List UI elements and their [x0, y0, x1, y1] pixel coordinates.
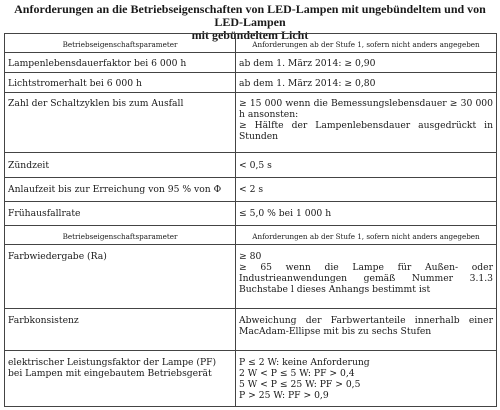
header-param: Betriebseigenschaftsparameter: [5, 226, 236, 245]
row-param: Anlaufzeit bis zur Erreichung von 95 % von Φ: [5, 178, 236, 202]
row-param: Frühausfallrate: [5, 202, 236, 226]
table-row: [5, 178, 497, 202]
table-row: [5, 73, 497, 93]
row-param: Zahl der Schaltzyklen bis zum Ausfall: [5, 93, 236, 153]
row-req: Abweichung der Farbwertanteile innerhalb einer MacAdam-Ellipse mit bis zu sechs Stufen: [236, 309, 497, 351]
row-req: < 2 s: [236, 178, 497, 202]
row-param: Lichtstromerhalt bei 6 000 h: [5, 73, 236, 93]
row-param: Zündzeit: [5, 153, 236, 178]
row-param: Farbkonsistenz: [5, 309, 236, 351]
row-req: ≥ 80 ≥ 65 wenn die Lampe für Außen- oder Industrieanwendungen gemäß Nummer 3.1.3 Buchstabe l dieses Anhangs bestimmt ist: [236, 245, 497, 309]
title-line-2: mit gebündeltem Licht: [191, 28, 309, 42]
title-line-1: Anforderungen an die Betriebseigenschaften von LED-Lampen mit ungebündeltem und von LED-Lampen: [14, 2, 486, 29]
table-row: [5, 351, 497, 407]
table-row: [5, 309, 497, 351]
row-req: < 0,5 s: [236, 153, 497, 178]
header-req: Anforderungen ab der Stufe 1, sofern nicht anders angegeben: [236, 226, 497, 245]
table-row: [5, 202, 497, 226]
row-param: elektrischer Leistungsfaktor der Lampe (PF) bei Lampen mit eingebautem Betriebsgerät: [5, 351, 236, 407]
header-param: Betriebseigenschaftsparameter: [5, 34, 236, 53]
table-row: [5, 153, 497, 178]
requirements-table: [4, 33, 497, 407]
table-header-row: [5, 226, 497, 245]
row-param: Farbwiedergabe (Ra): [5, 245, 236, 309]
table-row: [5, 245, 497, 309]
row-param: Lampenlebensdauerfaktor bei 6 000 h: [5, 53, 236, 73]
header-req: Anforderungen ab der Stufe 1, sofern nicht anders angegeben: [236, 34, 497, 53]
row-req: P ≤ 2 W: keine Anforderung 2 W < P ≤ 5 W: PF > 0,4 5 W < P ≤ 25 W: PF > 0,5 P > 25 W: PF > 0,9: [236, 351, 497, 407]
table-header-row: [5, 34, 497, 53]
row-req: ab dem 1. März 2014: ≥ 0,80: [236, 73, 497, 93]
row-req: ab dem 1. März 2014: ≥ 0,90: [236, 53, 497, 73]
table-row: [5, 93, 497, 153]
table-row: [5, 53, 497, 73]
row-req: ≥ 15 000 wenn die Bemessungslebensdauer ≥ 30 000 h ansonsten: ≥ Hälfte der Lampenlebensdauer ausgedrückt in Stunden: [236, 93, 497, 153]
row-req: ≤ 5,0 % bei 1 000 h: [236, 202, 497, 226]
